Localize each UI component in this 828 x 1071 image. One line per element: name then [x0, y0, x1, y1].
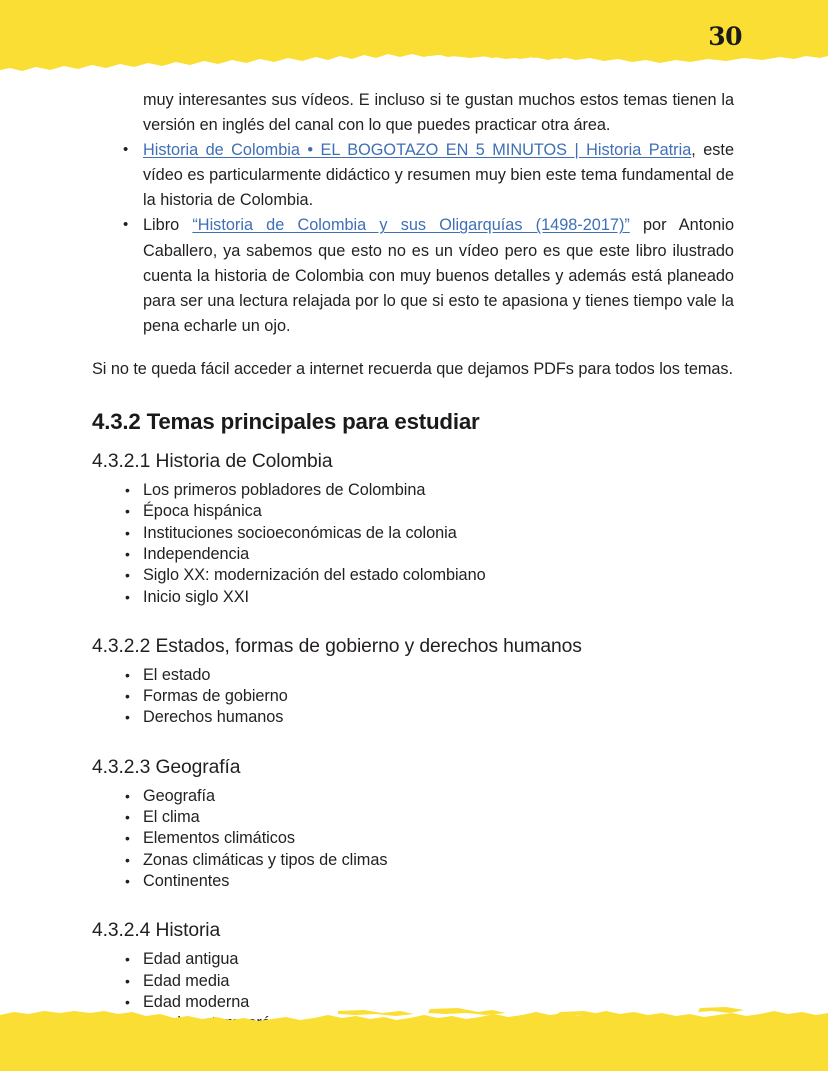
- list-item: • Geografía: [92, 786, 734, 807]
- resource-bullet-list: [92, 138, 734, 339]
- document-content: [92, 88, 734, 1035]
- list-item: • Instituciones socioeconómicas de la colonia: [92, 523, 734, 544]
- subsection-list-historia-colombia: [92, 480, 734, 608]
- video-link[interactable]: Historia de Colombia • EL BOGOTAZO EN 5 MINUTOS | Historia Patria: [143, 141, 692, 160]
- list-item: • El clima: [92, 807, 734, 828]
- subsection-heading-geografia: 4.3.2.3 Geografía: [92, 756, 241, 778]
- subsection-heading-estados: 4.3.2.2 Estados, formas de gobierno y derechos humanos: [92, 635, 582, 657]
- list-item: • Inicio siglo XXI: [92, 587, 734, 608]
- note-paragraph: Si no te queda fácil acceder a internet recuerda que dejamos PDFs para todos los temas.: [92, 359, 733, 378]
- list-item: • Edad antigua: [92, 949, 734, 970]
- top-decorative-banner: [0, 0, 828, 80]
- top-banner-shape: [0, 0, 828, 80]
- subsection-list-geografia: [92, 786, 734, 892]
- list-item: [92, 213, 734, 338]
- subsection-heading-historia-colombia: 4.3.2.1 Historia de Colombia: [92, 451, 333, 473]
- list-item-prefix: Libro: [143, 216, 193, 235]
- list-item: • Continentes: [92, 871, 734, 892]
- list-item: [92, 138, 734, 213]
- list-item: • Edad moderna: [92, 992, 734, 1013]
- subsection-list-estados: [92, 665, 734, 729]
- intro-paragraph: muy interesantes sus vídeos. E incluso si te gustan muchos estos temas tienen la versión en inglés del canal con lo que puedes practicar otra área.: [143, 91, 734, 135]
- subsection-heading-historia: 4.3.2.4 Historia: [92, 920, 221, 942]
- list-item: • Edad media: [92, 971, 734, 992]
- page-number: 30: [708, 22, 742, 51]
- bottom-banner-shape: [0, 981, 828, 1071]
- list-item: • Elementos climáticos: [92, 828, 734, 849]
- section-heading-4-3-2: 4.3.2 Temas principales para estudiar: [92, 409, 480, 435]
- list-item: • Siglo XX: modernización del estado colombiano: [92, 565, 734, 586]
- list-item: • Formas de gobierno: [92, 686, 734, 707]
- list-item: • Época hispánica: [92, 501, 734, 522]
- list-item: • Independencia: [92, 544, 734, 565]
- list-item-text: , este vídeo es particularmente didáctico y resumen muy bien este tema fundamental de la historia de Colombia.: [143, 141, 734, 210]
- list-item: • Zonas climáticas y tipos de climas: [92, 850, 734, 871]
- list-item: • El estado: [92, 665, 734, 686]
- list-item: • Los primeros pobladores de Colombina: [92, 480, 734, 501]
- list-item: • Derechos humanos: [92, 707, 734, 728]
- bottom-decorative-banner: [0, 981, 828, 1071]
- book-link[interactable]: “Historia de Colombia y sus Oligarquías (1498-2017)”: [192, 216, 630, 235]
- list-item-text: por Antonio Caballero, ya sabemos que esto no es un vídeo pero es que este libro ilustrado cuenta la historia de Colombia con muy buenos detalles y además está planeado para ser una lectura relajada por lo que si esto te apasiona y tienes tiempo vale la pena echarle un ojo.: [143, 216, 734, 335]
